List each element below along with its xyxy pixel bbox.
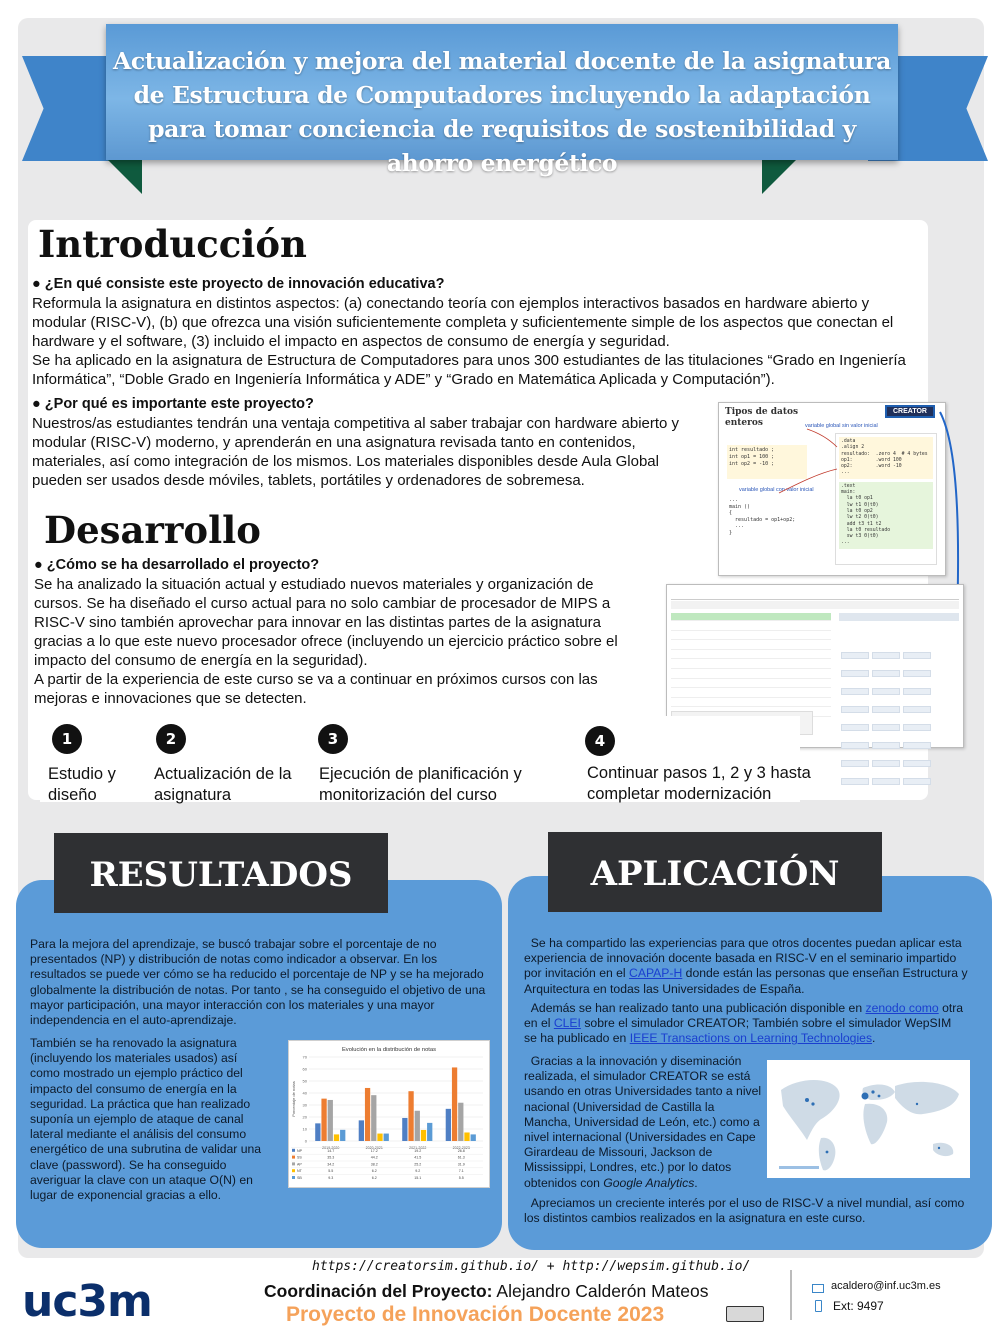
resultados-paragraph-1: Para la mejora del aprendizaje, se buscó trabajar sobre el porcentaje de no presentados (NP) y distribución de notas como indicador a observar. En los resultados se puede ver cómo se ha reducido el porcentaje de NP y se ha mejorado globalmente la distribución de notas. Por tanto , se ha conseguido el objetivo de una mayor participación, una mayor interacción con los materiales y una mayor independencia en el auto-aprendizaje. [30,937,486,1028]
chart-data-label: 9.3 [328,1176,334,1180]
sim-instruction-row [671,642,831,650]
c-code-line: { [729,510,733,516]
chart-bar [328,1100,333,1141]
chart-data-label: 34.2 [327,1162,335,1167]
resultados-tab: RESULTADOS [54,833,388,913]
intro-paragraph-3: Nuestros/as estudiantes tendrán una ventaja competitiva al saber trabajar con hardware abierto y modular (RISC-V) moderno, y aprenderán en una asignatura revisada tanto en contenidos, materiales, así como integración de los mismos. Los materiales disponibles desde Aula Global pueden ser usados desde móviles, tablets, portátiles y ordenadores de sobremesa. [32,415,680,489]
chart-y-tick: 0 [304,1138,307,1144]
sim-instruction-row [671,613,831,621]
project-line: Proyecto de Innovación Docente 2023 [286,1303,665,1326]
asm-text-line: main: [841,490,856,496]
chart-bar [408,1091,413,1141]
chart-bar [427,1123,432,1141]
asm-data-line: .data [841,439,856,444]
chart-bar [464,1132,469,1141]
footer-links[interactable]: https://creatorsim.github.io/ + http://wepsim.github.io/ [312,1259,751,1274]
figure-note-top: variable global sin valor inicial [805,423,878,429]
sim-toolbar [671,589,959,600]
chart-legend-swatch [292,1162,295,1165]
notes-chart [288,1040,490,1188]
chart-x-tick: 2019-2020 [322,1146,340,1150]
c-code-line: int resultado ; [729,447,775,453]
chart-bar [446,1109,451,1141]
sim-register-cell [841,652,869,659]
chart-x-tick: 2020-2021 [365,1146,383,1150]
chart-data-label: 6.2 [371,1169,377,1174]
asm-text-line: ... [841,540,850,546]
coordination-line: Coordinación del Proyecto: Alejandro Calderón Mateos [264,1281,709,1301]
creator-example-figure [718,402,946,576]
step-3-number: 3 [318,724,348,754]
chart-legend-swatch [292,1169,295,1172]
chart-bar [415,1111,420,1141]
mail-icon [812,1284,824,1293]
resultados-paragraph-2: También se ha renovado la asignatura (incluyendo los materiales usados) así como mostrado un ejemplo práctico del impacto del consumo de energía en la seguridad. La práctica que han realizado suponía un ejemplo de ataque de canal lateral mediante el análisis del consumo energético de una subrutina de validar una clave (password). Se ha conseguido averiguar la clave con un ataque O(N) en lugar de exponencial gracias a ello. [30,1036,262,1203]
c-code-line: main () [729,503,751,510]
chart-title: Evolución en la distribución de notas [341,1047,437,1053]
asm-text-line: .text [841,483,856,489]
asm-data-line: resultado: .zero 4 # 4 bytes [841,451,928,457]
step-4-number: 4 [585,726,615,756]
asm-data-line: .align 2 [841,445,865,451]
asm-data-line: op1: .word 100 [841,457,902,463]
sim-register-cell [903,760,931,767]
cc-by-sa-icon [726,1306,764,1322]
step-1-label: Estudio y diseño [48,765,116,804]
figure-arrows [719,403,945,575]
aplicacion-paragraph-2: Además se han realizado tanto una publicación disponible en zenodo como otra en el CLEI sobre el simulador CREATOR; También sobre el simulador WepSIM se ha publicado en IEEE Transactions on Learning Technologies. [524,1001,964,1046]
chart-data-label: 17.2 [370,1148,378,1153]
sim-register-cell [872,760,900,767]
sim-register-cell [841,742,869,749]
chart-y-tick: 50 [302,1078,307,1084]
uc3m-logo: uc3m [22,1276,152,1327]
chart-legend-label: SB [297,1176,302,1180]
sim-register-grid [839,647,959,791]
sim-register-cell [841,688,869,695]
sim-register-cell [841,706,869,713]
chart-data-label: 7.1 [458,1169,464,1174]
chart-y-label: Porcentaje de notas [291,1081,296,1117]
chart-data-label: 61.3 [457,1155,465,1160]
chart-bar [452,1067,457,1141]
asm-text-line: add t3 t1 t2 [841,521,882,527]
sim-instruction-row [671,661,831,669]
chart-data-label: 5.5 [458,1176,464,1180]
sim-register-cell [903,742,931,749]
chart-bar [334,1134,339,1141]
sim-instruction-table [671,613,831,719]
sim-instruction-row [671,623,831,631]
sim-instruction-row [671,690,831,698]
chart-data-label: 44.2 [370,1155,378,1160]
step-1-number: 1 [52,724,82,754]
sim-register-cell [872,688,900,695]
sim-register-cell [872,670,900,677]
c-code-line: resultado = op1+op2; [729,516,796,523]
desarrollo-paragraph-2: A partir de la experiencia de este curso se va a continuar en próximos cursos con las mejoras e innovaciones que se detecten. [34,671,598,707]
aplicacion-paragraph-3: Gracias a la innovación y diseminación realizada, el simulador CREATOR se está usando en otras Universidades tanto a nivel nacional (Universidad de Castilla la Mancha, Universidad de León, etc.) como a nivel internacional (Universidades en Cape Girardeau de Missouri, Jackson de Mississippi, Londres, etc.) por lo datos obtenidos con Google Analytics. [524,1054,762,1190]
chart-bar [458,1103,463,1141]
asm-text-line: sw t3 0(t0) [841,534,879,540]
intro-heading: Introducción [38,222,307,266]
asm-data-line: ... [841,470,850,476]
sim-register-cell [903,652,931,659]
chart-bar [321,1099,326,1141]
sim-register-cell [903,688,931,695]
c-code-line: } [729,529,733,536]
chart-data-label: 14.7 [327,1148,335,1153]
sim-instruction-row [671,651,831,659]
asm-text-line: lw t2 0(t0) [841,515,879,521]
chart-y-tick: 70 [302,1054,307,1060]
sim-register-cell [872,742,900,749]
step-3-label: Ejecución de planificación y monitorización del curso [319,765,522,804]
footer-divider [790,1270,792,1320]
sim-instruction-row [671,632,831,640]
c-code-line: ... [729,497,739,503]
step-2-label: Actualización de la asignatura [154,765,292,804]
aplicacion-tab: APLICACIÓN [548,832,882,912]
ieee-link[interactable]: IEEE Transactions on Learning Technologies [629,1031,873,1046]
chart-x-tick: 2021-2022 [409,1146,427,1150]
chart-legend-swatch [292,1149,295,1152]
figure-title: Tipos de datos enteros [725,407,799,428]
chart-bar [421,1130,426,1141]
sim-register-cell [841,724,869,731]
chart-data-label: 5.5 [328,1169,334,1174]
asm-data-line: op2: .word -10 [841,464,902,470]
chart-data-label: 38.2 [370,1162,378,1167]
aplicacion-paragraph-1: Se ha compartido las experiencias para que otros docentes puedan aplicar esta experiencia de innovación docente basada en RISC-V en el seminario impartido por invitación en el CAPAP-H donde están las personas que enseñan Estructura y Arquitectura en todas las Universidades de España. [524,936,968,996]
sim-register-cell [903,670,931,677]
capap-link[interactable]: CAPAP-H [629,966,683,981]
c-code-line: int op1 = 100 ; [729,454,775,460]
chart-bar [402,1118,407,1141]
desarrollo-question: ● ¿Cómo se ha desarrollado el proyecto? [34,557,320,573]
chart-canvas [289,1041,489,1187]
figure-note-bottom: variable global con valor inicial [739,487,814,493]
clei-link[interactable]: CLEI [553,1016,581,1031]
contact-phone: Ext: 9497 [833,1299,884,1313]
step-2-number: 2 [156,724,186,754]
chart-data-label: 19.2 [414,1148,422,1153]
chart-data-label: 15.1 [414,1176,422,1180]
sim-register-cell [872,724,900,731]
chart-bar [315,1123,320,1141]
chart-bar [384,1134,389,1141]
sim-register-cell [903,706,931,713]
desarrollo-paragraph-1: Se ha analizado la situación actual y estudiado nuevos materiales y organización de cursos. Se ha diseñado el curso actual para no solo cambiar de procesador de MIPS a RISC-V sino también aprovechar para innovar en las distintas partes de la asignatura gracias a lo que este nuevo procesador ofrece (incluyendo un ejercicio práctico sobre el impacto del consumo de energía en la seguridad). [34,576,618,669]
intro-question-2: ● ¿Por qué es importante este proyecto? [32,396,314,412]
chart-legend-label: NP [297,1148,302,1153]
sim-instruction-row [671,671,831,679]
chart-legend-label: SS [297,1155,302,1160]
chart-data-label: 6.2 [371,1176,377,1180]
chart-y-tick: 20 [302,1114,307,1120]
sim-register-cell [872,778,900,785]
desarrollo-heading: Desarrollo [44,508,261,552]
sim-instruction-row [671,680,831,688]
intro-question-1: ● ¿En qué consiste este proyecto de innovación educativa? [32,276,445,292]
chart-data-label: 31.9 [457,1162,465,1167]
contact-email[interactable]: acaldero@inf.uc3m.es [831,1280,941,1292]
poster-title: Actualización y mejora del material docente de la asignatura de Estructura de Computadores incluyendo la adaptación para tomar conciencia de requisitos de sostenibilidad y ahorro energético [113,47,891,177]
intro-paragraph-2: Se ha aplicado en la asignatura de Estructura de Computadores para unos 300 estudiantes de las titulaciones “Grado en Ingeniería Informática”, “Doble Grado en Ingeniería Informática y ADE” y “Grado en Matemática Aplicada y Computación”). [32,352,906,388]
asm-text-line: la t0 resultado [841,527,891,533]
sim-instruction-row [671,699,831,707]
sim-tabs [671,601,959,609]
usage-world-map [767,1060,970,1178]
chart-data-label: 35.3 [327,1155,335,1160]
chart-y-tick: 60 [302,1066,307,1072]
chart-x-tick: 2022-2023 [452,1146,470,1150]
chart-legend-swatch [292,1176,295,1179]
chart-data-label: 25.2 [414,1162,422,1167]
chart-legend-swatch [292,1156,295,1159]
chart-y-tick: 10 [302,1126,307,1132]
chart-bar [377,1134,382,1141]
chart-y-tick: 30 [302,1102,307,1108]
asm-text-line: la t0 op1 [841,496,873,502]
sim-register-cell [903,724,931,731]
chart-bar [365,1088,370,1141]
asm-text-line: la t0 op2 [841,508,873,514]
step-4-label: Continuar pasos 1, 2 y 3 hasta completar modernización [587,764,811,803]
chart-legend-label: AP [297,1162,302,1167]
chart-data-label: 26.8 [457,1148,465,1153]
asm-text-line: lw t1 0(t0) [841,502,879,508]
chart-bar [471,1134,476,1141]
sim-register-tabs [839,613,959,621]
chart-data-label: 41.5 [414,1155,422,1160]
chart-y-tick: 40 [302,1090,307,1096]
sim-register-cell [903,778,931,785]
zenodo-link[interactable]: zenodo como [865,1001,939,1015]
chart-data-label: 9.2 [415,1169,421,1174]
chart-bar [340,1130,345,1141]
sim-register-cell [841,670,869,677]
intro-paragraph-1: Reformula la asignatura en distintos aspectos: (a) conectando teoría con ejemplos interactivos basados en hardware abierto y modular (RISC-V), (b) que ofrezca una visión suficientemente completa y suficientemente simple de los aspectos que conectan el hardware y el software, (3) incluido el impacto en aspectos de consumo de energía y seguridad. [32,295,894,350]
sim-register-cell [872,652,900,659]
sim-register-cell [872,706,900,713]
creator-badge: CREATOR [885,405,935,418]
c-code-line: ... [729,523,745,529]
chart-legend-label: NT [297,1169,302,1174]
chart-bar [371,1095,376,1141]
aplicacion-paragraph-4: Apreciamos un creciente interés por el uso de RISC-V a nivel mundial, así como los distintos cambios realizados en la asignatura en este curso. [524,1196,965,1226]
phone-icon [815,1300,822,1312]
world-map-graphic [767,1060,970,1178]
chart-bar [359,1120,364,1141]
c-code-line: int op2 = -10 ; [729,461,775,467]
